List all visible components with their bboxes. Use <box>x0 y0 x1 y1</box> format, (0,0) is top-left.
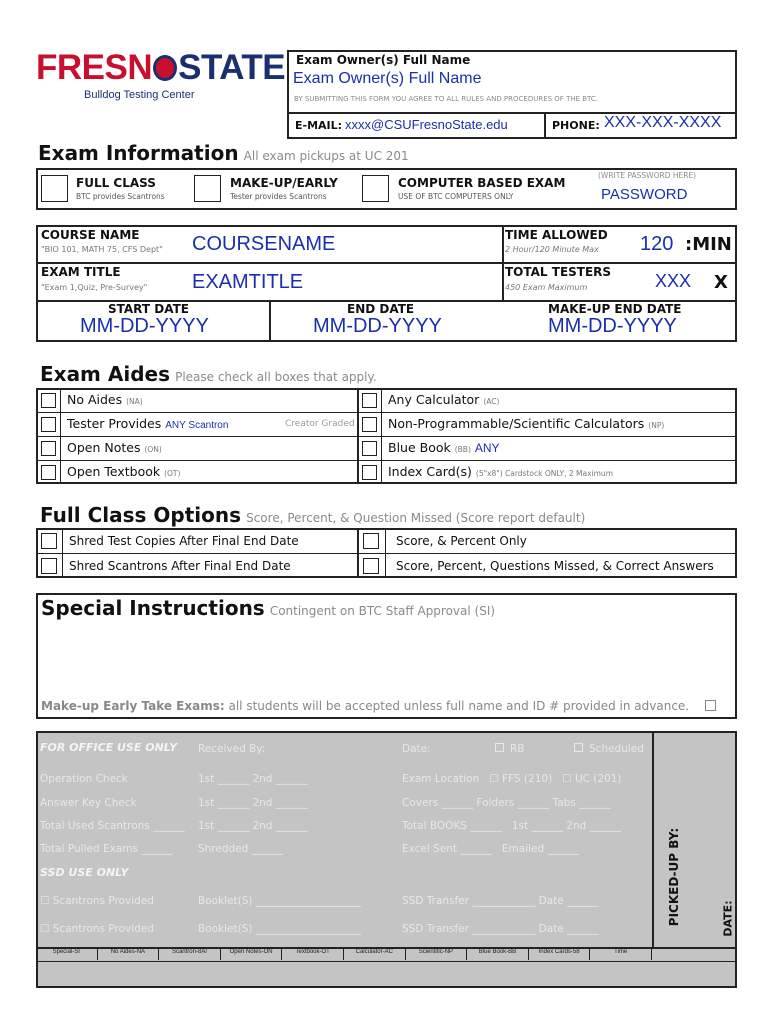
testers-label: TOTAL TESTERS <box>505 265 612 279</box>
makeup-end-date-field[interactable]: MM-DD-YYYY <box>548 315 677 337</box>
start-end-divider <box>269 300 271 342</box>
special-instructions-title: Special Instructions <box>41 596 265 620</box>
email-field[interactable]: xxxx@CSUFresnoState.edu <box>345 117 508 132</box>
footer-code-cell: Calculator-AC <box>344 949 406 960</box>
end-date-field[interactable]: MM-DD-YYYY <box>313 315 442 337</box>
shred-scantrons-label: Shred Scantrons After Final End Date <box>69 559 291 573</box>
time-unit: :MIN <box>685 234 732 255</box>
rb-checkbox[interactable] <box>495 743 504 752</box>
makeup-sub: Tester provides Scantrons <box>230 192 327 201</box>
open-textbook-checkbox[interactable] <box>41 465 56 480</box>
makeup-early-label: Make-up Early Take Exams: <box>41 699 225 713</box>
course-label: COURSE NAME <box>41 228 140 242</box>
aides-subtitle: Please check all boxes that apply. <box>175 370 377 384</box>
tester-provides-value[interactable]: ANY Scantron <box>165 420 229 431</box>
any-calculator-checkbox[interactable] <box>362 393 377 408</box>
blue-book-row <box>388 440 500 455</box>
footer-code-cell: Scantron-8A/ <box>159 949 221 960</box>
any-calculator-code: (AC) <box>483 397 500 406</box>
agreement-text: BY SUBMITTING THIS FORM YOU AGREE TO ALL RULES AND PROCEDURES OF THE BTC. <box>294 95 599 103</box>
office-picked-up-divider <box>652 731 654 949</box>
total-pulled-exams-label: Total Pulled Exams ______ <box>40 843 173 855</box>
time-hint: 2 Hour/120 Minute Max <box>505 245 599 254</box>
index-card-code: (5"x8") Cardstock ONLY, 2 Maximum <box>475 469 613 478</box>
ssd-scantrons-row-1: ☐ Scantrons Provided <box>40 895 154 907</box>
fresno-state-logo <box>36 48 286 110</box>
footer-code-cell: Time <box>590 949 652 960</box>
aides-row-line-1 <box>36 412 737 413</box>
cbe-checkbox[interactable] <box>362 175 389 202</box>
blue-book-code: (BB) <box>454 445 471 454</box>
open-notes-row <box>67 440 162 455</box>
scientific-calculator-checkbox[interactable] <box>362 417 377 432</box>
footer-code-cell: No Aides-NA <box>98 949 160 960</box>
blue-book-checkbox[interactable] <box>362 441 377 456</box>
open-textbook-code: (OT) <box>164 469 181 478</box>
total-testers-field[interactable]: XXX <box>655 271 692 291</box>
exam-info-subtitle: All exam pickups at UC 201 <box>243 149 409 163</box>
shred-test-copies-label: Shred Test Copies After Final End Date <box>69 534 299 548</box>
special-instructions-heading <box>41 596 495 620</box>
footer-code-cell: Textbook-OT <box>282 949 344 960</box>
answer-key-check-first: 1st ______ 2nd ______ <box>198 797 308 809</box>
full-class-options-title: Full Class Options <box>40 503 241 527</box>
scheduled-label: Scheduled <box>589 743 644 755</box>
open-notes-checkbox[interactable] <box>41 441 56 456</box>
open-notes-label: Open Notes <box>67 440 141 455</box>
rb-label: RB <box>510 743 525 755</box>
exam-title-field[interactable]: EXAMTITLE <box>192 271 304 293</box>
email-label: E-MAIL: <box>295 119 343 132</box>
phone-field[interactable]: XXX-XXX-XXXX <box>604 114 722 131</box>
shred-test-copies-checkbox[interactable] <box>41 533 57 549</box>
phone-label: PHONE: <box>552 119 600 132</box>
makeup-early-note <box>41 699 689 713</box>
ssd-header: SSD USE ONLY <box>40 866 129 879</box>
scientific-calculator-row <box>388 416 664 431</box>
total-books-label: Total BOOKS ______ 1st ______ 2nd ______ <box>402 820 622 832</box>
fco-right-cb-divider <box>385 528 386 578</box>
full-class-sub: BTC provides Scantrons <box>76 192 165 201</box>
covers-label: Covers ______ Folders ______ Tabs ______ <box>402 797 611 809</box>
tester-provides-row <box>67 416 228 431</box>
start-date-label: START DATE <box>108 302 189 316</box>
owner-label: Exam Owner(s) Full Name <box>296 53 471 67</box>
total-used-scantrons-label: Total Used Scantrons ______ <box>40 820 185 832</box>
logo-text-left: FRESN <box>36 48 153 87</box>
open-textbook-row <box>67 464 180 479</box>
no-aides-row <box>67 392 143 407</box>
start-date-field[interactable]: MM-DD-YYYY <box>80 315 209 337</box>
aides-row-line-3 <box>36 460 737 461</box>
logo-tagline: Bulldog Testing Center <box>84 89 195 101</box>
shredded-label: Shredded ______ <box>198 843 284 855</box>
excel-sent-label: Excel Sent ______ Emailed ______ <box>402 843 580 855</box>
shred-scantrons-checkbox[interactable] <box>41 558 57 574</box>
footer-code-cell: Open Notes-ON <box>221 949 283 960</box>
ssd-booklets-row-2: Booklet(S) ____________________ <box>198 923 361 935</box>
open-textbook-label: Open Textbook <box>67 464 161 479</box>
fco-row-line <box>36 553 737 554</box>
password-field[interactable]: PASSWORD <box>601 186 688 203</box>
owner-name-field[interactable]: Exam Owner(s) Full Name <box>293 70 482 87</box>
ssd-transfer-row-1: SSD Transfer ____________ Date ______ <box>402 895 599 907</box>
tester-provides-checkbox[interactable] <box>41 417 56 432</box>
picked-up-by-label: PICKED-UP BY: <box>667 827 681 927</box>
password-hint: (WRITE PASSWORD HERE) <box>598 171 697 180</box>
full-class-label: FULL CLASS <box>76 176 156 190</box>
makeup-early-text: all students will be accepted unless full name and ID # provided in advance. <box>228 699 690 713</box>
creator-graded-note: Creator Graded <box>285 419 355 429</box>
scheduled-checkbox[interactable] <box>574 743 583 752</box>
no-aides-checkbox[interactable] <box>41 393 56 408</box>
aides-right-cb-divider <box>381 388 382 484</box>
office-date-label: Date: <box>402 743 431 755</box>
makeup-early-checkbox[interactable] <box>705 700 716 711</box>
operation-check-label: Operation Check <box>40 773 128 785</box>
open-notes-code: (ON) <box>144 445 162 454</box>
testers-hint: 450 Exam Maximum <box>505 283 588 292</box>
logo-text-right: STATE <box>178 48 286 87</box>
index-card-checkbox[interactable] <box>362 465 377 480</box>
answer-key-check-label: Answer Key Check <box>40 797 137 809</box>
makeup-end-date-label: MAKE-UP END DATE <box>548 302 682 316</box>
office-header: FOR OFFICE USE ONLY <box>40 741 178 754</box>
no-aides-code: (NA) <box>126 397 143 406</box>
cbe-sub: USE OF BTC COMPUTERS ONLY <box>398 192 514 201</box>
cbe-label: COMPUTER BASED EXAM <box>398 176 566 190</box>
fco-left-cb-divider <box>62 528 63 578</box>
full-class-options-subtitle: Score, Percent, & Question Missed (Score report default) <box>246 511 586 525</box>
footer-code-cell: Blue Book-BB <box>467 949 529 960</box>
ssd-transfer-row-2: SSD Transfer ____________ Date ______ <box>402 923 599 935</box>
ssd-booklets-row-1: Booklet(S) ____________________ <box>198 895 361 907</box>
any-calculator-label: Any Calculator <box>388 392 480 407</box>
bulldog-emblem-icon <box>153 55 177 81</box>
index-card-row <box>388 464 613 479</box>
any-calculator-row <box>388 392 499 407</box>
exam-info-title: Exam Information <box>38 141 239 165</box>
no-aides-label: No Aides <box>67 392 123 407</box>
testers-unit: X <box>714 272 728 293</box>
operation-check-first: 1st ______ 2nd ______ <box>198 773 308 785</box>
blue-book-label: Blue Book <box>388 440 451 455</box>
special-instructions-subtitle: Contingent on BTC Staff Approval (SI) <box>269 604 496 618</box>
exam-location-label: Exam Location ☐ FFS (210) ☐ UC (201) <box>402 773 622 785</box>
scientific-calculator-code: (NP) <box>648 421 665 430</box>
total-used-scantrons-first: 1st ______ 2nd ______ <box>198 820 308 832</box>
aides-left-cb-divider <box>60 388 61 484</box>
full-class-options-heading <box>40 503 585 527</box>
exam-title-label: EXAM TITLE <box>41 265 121 279</box>
footer-code-cell: Special-SI <box>36 949 98 960</box>
scientific-calculator-label: Non-Programmable/Scientific Calculators <box>388 416 645 431</box>
score-full-report-checkbox[interactable] <box>363 558 379 574</box>
footer-code-cell: Index Cards-58 <box>529 949 591 960</box>
ssd-scantrons-row-2: ☐ Scantrons Provided <box>40 923 154 935</box>
course-row-divider <box>36 262 737 264</box>
time-allowed-field[interactable]: 120 <box>640 233 674 255</box>
end-date-label: END DATE <box>347 302 415 316</box>
tester-provides-label: Tester Provides <box>67 416 162 431</box>
footer-code-cell: Scientific-NP <box>406 949 468 960</box>
score-percent-label: Score, & Percent Only <box>396 534 527 548</box>
time-label: TIME ALLOWED <box>505 228 608 242</box>
picked-up-date-label: DATE: <box>721 900 735 937</box>
aides-row-line-2 <box>36 436 737 437</box>
score-percent-checkbox[interactable] <box>363 533 379 549</box>
score-full-report-label: Score, Percent, Questions Missed, & Correct Answers <box>396 559 714 573</box>
email-phone-divider <box>544 112 546 139</box>
office-footer-row-line <box>36 961 737 962</box>
course-name-field[interactable]: COURSENAME <box>192 233 336 255</box>
exam-info-heading <box>38 141 409 165</box>
makeup-checkbox[interactable] <box>194 175 221 202</box>
index-card-label: Index Card(s) <box>388 464 472 479</box>
blue-book-value[interactable]: ANY <box>474 441 500 455</box>
makeup-label: MAKE-UP/EARLY <box>230 176 338 190</box>
aides-title: Exam Aides <box>40 362 170 386</box>
full-class-checkbox[interactable] <box>41 175 68 202</box>
aides-heading <box>40 362 377 386</box>
received-by-label: Received By: <box>198 743 266 755</box>
course-hint: "BIO 101, MATH 75, CFS Dept" <box>41 245 163 254</box>
exam-title-hint: "Exam 1,Quiz, Pre-Survey" <box>41 283 148 292</box>
